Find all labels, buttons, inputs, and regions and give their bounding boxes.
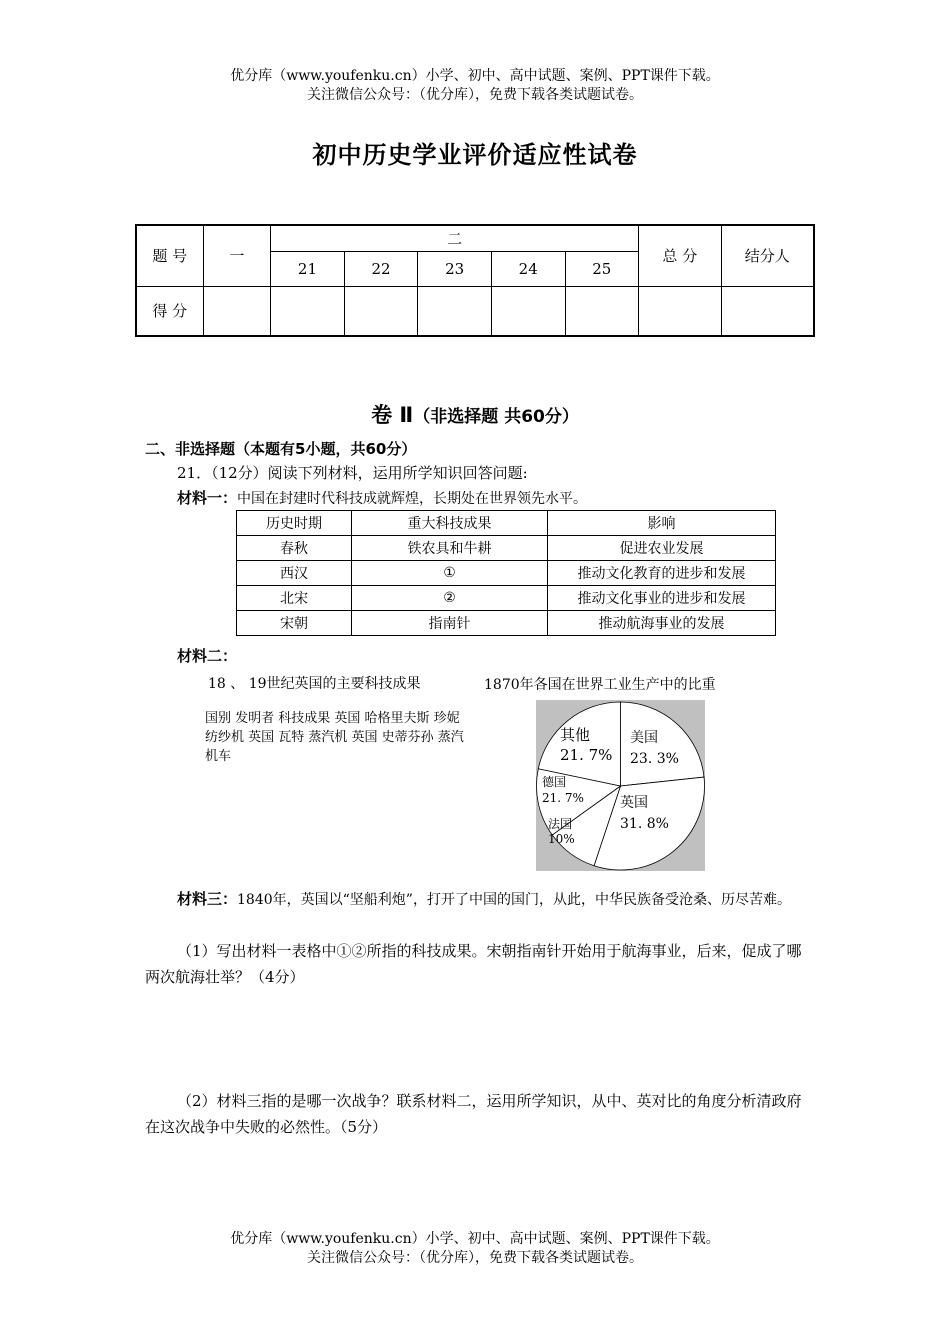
material-2-label: 材料二：: [177, 647, 238, 665]
table-cell: 推动文化事业的进步和发展: [548, 586, 776, 611]
question-1: （1）写出材料一表格中①②所指的科技成果。宋朝指南针开始用于航海事业，后来，促成了哪两次航海壮举？（4分）: [145, 942, 802, 986]
table-cell: 铁农具和牛耕: [352, 536, 548, 561]
table-row: [237, 586, 776, 611]
material-2-left-body: 国别 发明者 科技成果 英国 哈格里夫斯 珍妮纺纱机 英国 瓦特 蒸汽机 英国 史蒂芬孙 蒸汽机车: [205, 711, 464, 764]
score-sub-25: 25: [565, 251, 639, 286]
table-row: [237, 561, 776, 586]
score-table: [135, 224, 815, 337]
score-total-label: 总 分: [639, 225, 721, 286]
section-heading-main: 卷 Ⅱ: [371, 403, 414, 427]
score-grader-label: 结分人: [721, 225, 814, 286]
material-1-text: 中国在封建时代科技成就辉煌，长期处在世界领先水平。: [237, 491, 588, 507]
pie-label-other-value: 21. 7%: [560, 746, 613, 764]
material-3-text: 1840年，英国以“坚船利炮”，打开了中国的国门，从此，中华民族备受沧桑、历尽苦难。: [237, 892, 791, 908]
table-header: 影响: [548, 511, 776, 536]
pie-label-usa-name: 美国: [630, 730, 658, 746]
score-sub-23: 23: [418, 251, 492, 286]
table-row: [237, 536, 776, 561]
pie-label-france-name: 法国: [548, 817, 573, 831]
score-label-number: 题 号: [136, 225, 203, 286]
table-cell: 指南针: [352, 611, 548, 636]
q21-intro: 21．（12分）阅读下列材料，运用所学知识回答问题:: [177, 464, 528, 482]
material-1: [177, 485, 587, 512]
header-line-2: 关注微信公众号：（优分库），免费下载各类试题试卷。: [307, 87, 643, 103]
material-3: [145, 886, 807, 913]
score-label-points: 得 分: [136, 286, 203, 336]
score-sub-24: 24: [491, 251, 565, 286]
pie-label-other-name: 其他: [560, 726, 591, 744]
pie-label-germany-value: 21. 7%: [542, 791, 584, 805]
table-cell: 春秋: [237, 536, 352, 561]
section-2-title: 二、非选择题（本题有5小题，共60分）: [145, 440, 417, 458]
table-cell: 西汉: [237, 561, 352, 586]
pie-label-uk-name: 英国: [620, 795, 648, 811]
material-1-label: 材料一：: [177, 489, 238, 507]
table-cell: ①: [352, 561, 548, 586]
pie-label-france-value: 10%: [548, 832, 575, 846]
material-3-label: 材料三：: [177, 890, 238, 908]
table-header: 历史时期: [237, 511, 352, 536]
table-cell: 推动文化教育的进步和发展: [548, 561, 776, 586]
question-2: （2）材料三指的是哪一次战争？联系材料二，运用所学知识，从中、英对比的角度分析清政府在这次战争中失败的必然性。（5分）: [145, 1092, 802, 1136]
section-heading-sub: （非选择题 共60分）: [413, 407, 579, 427]
pie-label-usa-value: 23. 3%: [630, 751, 679, 767]
material-2-left-title: 18 、 19世纪英国的主要科技成果: [208, 676, 421, 692]
score-cell[interactable]: [491, 286, 565, 336]
score-sub-21: 21: [271, 251, 345, 286]
score-cell[interactable]: [418, 286, 492, 336]
table-cell: 北宋: [237, 586, 352, 611]
score-part-1: 一: [203, 225, 271, 286]
table-header: 重大科技成果: [352, 511, 548, 536]
table-cell: ②: [352, 586, 548, 611]
score-part-2: 二: [271, 225, 639, 251]
pie-chart: [536, 700, 705, 871]
score-cell[interactable]: [271, 286, 345, 336]
table-cell: 促进农业发展: [548, 536, 776, 561]
table-cell: 宋朝: [237, 611, 352, 636]
header-line-1: 优分库（www.youfenku.cn）小学、初中、高中试题、案例、PPT课件下载。: [230, 68, 720, 84]
table-row: [237, 611, 776, 636]
pie-label-germany-name: 德国: [542, 775, 567, 789]
score-cell[interactable]: [639, 286, 721, 336]
page-title: 初中历史学业评价适应性试卷: [312, 140, 638, 169]
section-heading: [0, 399, 950, 429]
score-sub-22: 22: [344, 251, 418, 286]
score-cell[interactable]: [565, 286, 639, 336]
material-1-table: [236, 510, 776, 636]
footer-line-1: 优分库（www.youfenku.cn）小学、初中、高中试题、案例、PPT课件下载。: [230, 1231, 720, 1247]
table-cell: 推动航海事业的发展: [548, 611, 776, 636]
score-cell[interactable]: [344, 286, 418, 336]
chart-title: 1870年各国在世界工业生产中的比重: [484, 677, 716, 693]
score-cell[interactable]: [721, 286, 814, 336]
footer-line-2: 关注微信公众号：（优分库），免费下载各类试题试卷。: [307, 1250, 643, 1266]
pie-label-uk-value: 31. 8%: [620, 816, 669, 832]
score-cell[interactable]: [203, 286, 271, 336]
